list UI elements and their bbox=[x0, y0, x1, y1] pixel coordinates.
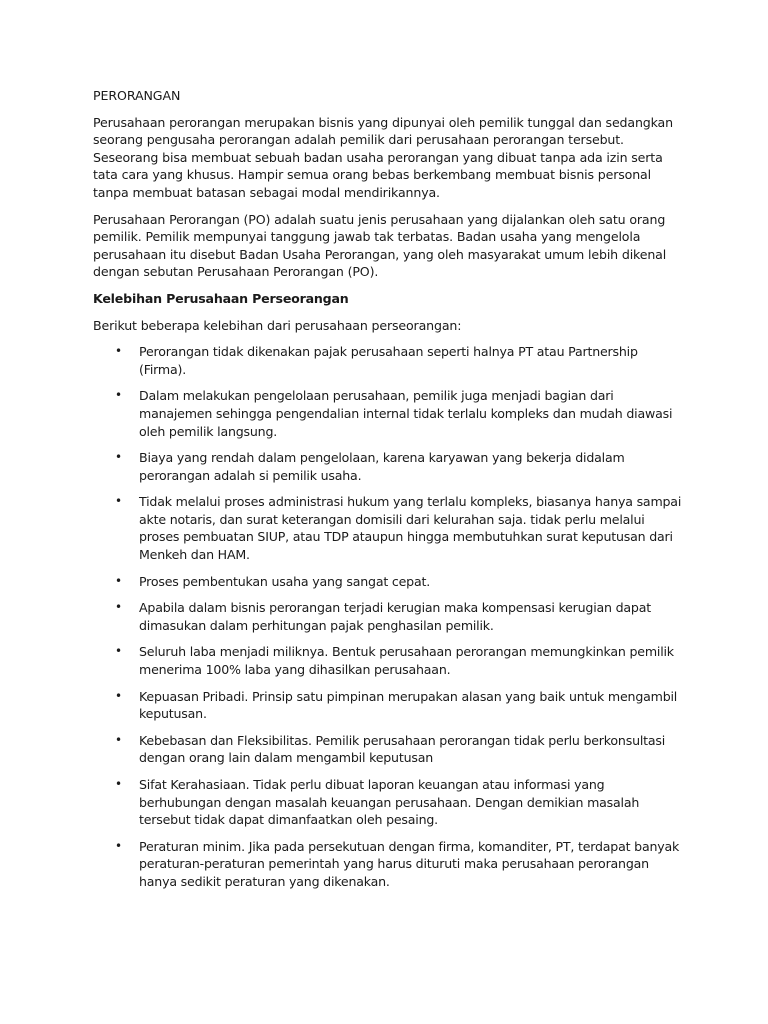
bullet-icon: • bbox=[115, 732, 122, 747]
list-item bbox=[93, 776, 683, 829]
list-item bbox=[93, 493, 683, 563]
list-item-text: Biaya yang rendah dalam pengelolaan, karena karyawan yang bekerja didalam perorangan adalah si pemilik usaha. bbox=[139, 450, 625, 483]
bullet-icon: • bbox=[115, 388, 122, 403]
list-item bbox=[93, 732, 683, 767]
list-item bbox=[93, 599, 683, 634]
bullet-icon: • bbox=[115, 600, 122, 615]
bullet-icon: • bbox=[115, 494, 122, 509]
list-item bbox=[93, 838, 683, 891]
paragraph-po-explanation: Perusahaan Perorangan (PO) adalah suatu jenis perusahaan yang dijalankan oleh satu orang pemilik. Pemilik mempunyai tanggung jawab tak terbatas. Badan usaha yang mengelola perusahaan itu disebut Badan Usaha Perorangan, yang oleh masyarakat umum lebih dikenal dengan sebutan Perusahaan Perorangan (PO). bbox=[93, 211, 667, 280]
list-item-text: Proses pembentukan usaha yang sangat cepat. bbox=[139, 573, 431, 589]
paragraph-definition: Perusahaan perorangan merupakan bisnis yang dipunyai oleh pemilik tunggal dan sedangkan seorang pengusaha perorangan adalah pemilik dari perusahaan perorangan tersebut. Seseorang bisa membuat sebuah badan usaha perorangan yang dibuat tanpa ada izin serta tata cara yang khusus. Hampir semua orang bebas berkembang membuat bisnis personal tanpa membuat batasan sebagai modal mendirikannya. bbox=[93, 114, 673, 200]
list-item-text: Dalam melakukan pengelolaan perusahaan, pemilik juga menjadi bagian dari manajemen sehingga pengendalian internal tidak terlalu kompleks dan mudah diawasi oleh pemilik langsung. bbox=[139, 388, 673, 439]
document-title: PERORANGAN bbox=[93, 88, 181, 103]
bullet-icon: • bbox=[115, 777, 122, 791]
list-item bbox=[93, 449, 683, 484]
benefits-list bbox=[93, 343, 683, 890]
list-item-text: Seluruh laba menjadi miliknya. Bentuk perusahaan perorangan memungkinkan pemilik menerima 100% laba yang dihasilkan perusahaan. bbox=[139, 644, 674, 678]
bullet-icon: • bbox=[115, 838, 122, 853]
list-item bbox=[93, 573, 683, 591]
list-item-text: Tidak melalui proses administrasi hukum yang terlalu kompleks, biasanya hanya sampai akte notaris, dan surat keterangan domisili dari kelurahan saja. tidak perlu melalui proses pembuatan SIUP, atau TDP ataupun hingga membutuhkan surat keputusan dari Menkeh dan HAM. bbox=[139, 494, 682, 563]
list-item bbox=[93, 387, 683, 440]
list-item bbox=[93, 343, 683, 378]
list-item-text: Perorangan tidak dikenakan pajak perusahaan seperti halnya PT atau Partnership (Firma). bbox=[139, 344, 638, 377]
list-item-text: Sifat Kerahasiaan. Tidak perlu dibuat laporan keuangan atau informasi yang berhubungan dengan masalah keuangan perusahaan. Dengan demikian masalah tersebut tidak dapat dimanfaatkan oleh pesaing. bbox=[139, 777, 640, 828]
list-item bbox=[93, 688, 683, 723]
document-page bbox=[93, 87, 683, 900]
list-item-text: Kepuasan Pribadi. Prinsip satu pimpinan merupakan alasan yang baik untuk mengambil keputusan. bbox=[139, 688, 678, 722]
bullet-icon: • bbox=[115, 573, 122, 588]
benefits-intro: Berikut beberapa kelebihan dari perusahaan perseorangan: bbox=[93, 317, 462, 333]
list-item-text: Peraturan minim. Jika pada persekutuan dengan firma, komanditer, PT, terdapat banyak peraturan-peraturan pemerintah yang harus dituruti maka perusahaan perorangan hanya sedikit peraturan yang dikenakan. bbox=[139, 838, 680, 889]
list-item bbox=[93, 643, 683, 678]
bullet-icon: • bbox=[115, 450, 122, 465]
bullet-icon: • bbox=[115, 644, 122, 659]
bullet-icon: • bbox=[115, 344, 122, 359]
list-item-text: Kebebasan dan Fleksibilitas. Pemilik perusahaan perorangan tidak perlu berkonsultasi dengan orang lain dalam mengambil keputusan bbox=[139, 732, 666, 766]
list-item-text: Apabila dalam bisnis perorangan terjadi kerugian maka kompensasi kerugian dapat dimasukan dalam perhitungan pajak penghasilan pemilik. bbox=[139, 600, 651, 633]
section-heading-benefits: Kelebihan Perusahaan Perseorangan bbox=[93, 290, 349, 306]
bullet-icon: • bbox=[115, 688, 122, 703]
